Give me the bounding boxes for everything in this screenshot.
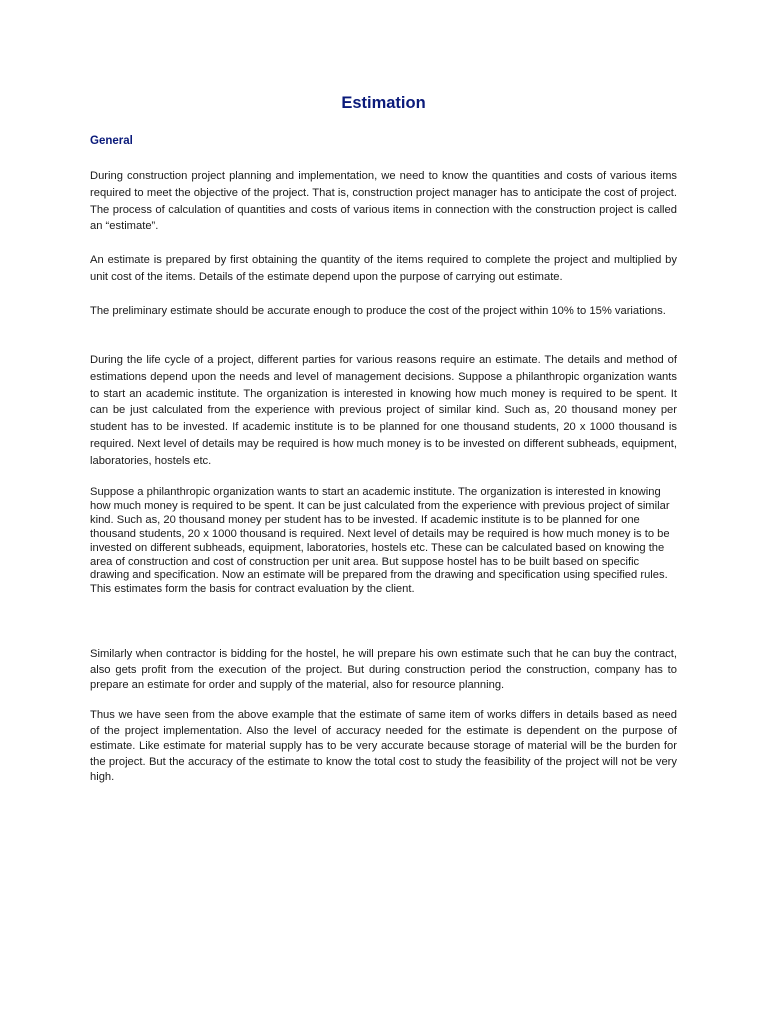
paragraph-project-life-cycle: During the life cycle of a project, different parties for various reasons require an estimate. The details and method of estimations depend upon the needs and level of management decisions. Suppose a philanthropic organization wants to start an academic institute. The organization is interested in knowing how much money is required to be spent. It can be just calculated from the experience with previous project of similar kind. Such as, 20 thousand money per student has to be invested. If academic institute is to be planned for one thousand students, 20 x 1000 thousand is required. Next level of details may be required is how much money is to be invested on different subheads, equipment, laboratories, hostels etc. <box>90 354 677 467</box>
paragraph-preliminary-estimate: The preliminary estimate should be accurate enough to produce the cost of the project within 10% to 15% variations. <box>90 305 666 317</box>
paragraph-philanthropic-example: Suppose a philanthropic organization wants to start an academic institute. The organization is interested in knowing how much money is required to be spent. It can be just calculated from the experience with previous project of similar kind. Such as, 20 thousand money per student has to be invested. If academic institute is to be planned for one thousand students, 20 x 1000 thousand is required. Next level of details may be required is how much money is to be invested on different subheads, equipment, laboratories, hostels etc. These can be calculated based on knowing the area of construction and cost of construction per unit area. But suppose hostel has to be built based on specific drawing and specification. Now an estimate will be prepared from the drawing and specification using specified rules. This estimates form the basis for contract evaluation by the client. <box>90 486 670 596</box>
section-heading-general: General <box>90 135 133 147</box>
document-page <box>90 0 677 1024</box>
paragraph-contractor-bidding: Similarly when contractor is bidding for the hostel, he will prepare his own estimate such that he can buy the contract, also gets profit from the execution of the project. But during construction period the construction, company has to prepare an estimate for order and supply of the material, also for resource planning. <box>90 648 677 692</box>
paragraph-estimate-definition: During construction project planning and implementation, we need to know the quantities and costs of various items required to meet the objective of the project. That is, construction project manager has to anticipate the cost of project. The process of calculation of quantities and costs of various items in connection with the construction project is called an “estimate”. <box>90 170 677 233</box>
paragraph-estimate-preparation: An estimate is prepared by first obtaining the quantity of the items required to complete the project and multiplied by unit cost of the items. Details of the estimate depend upon the purpose of carrying out estimate. <box>90 254 677 283</box>
paragraph-accuracy-conclusion: Thus we have seen from the above example that the estimate of same item of works differs in details based as need of the project implementation. Also the level of accuracy needed for the estimate is dependent on the purpose of estimate. Like estimate for material supply has to be very accurate because storage of material will be the burden for the project. But the accuracy of the estimate to know the total cost to study the feasibility of the project will not be very high. <box>90 709 677 784</box>
document-title: Estimation <box>341 94 426 112</box>
